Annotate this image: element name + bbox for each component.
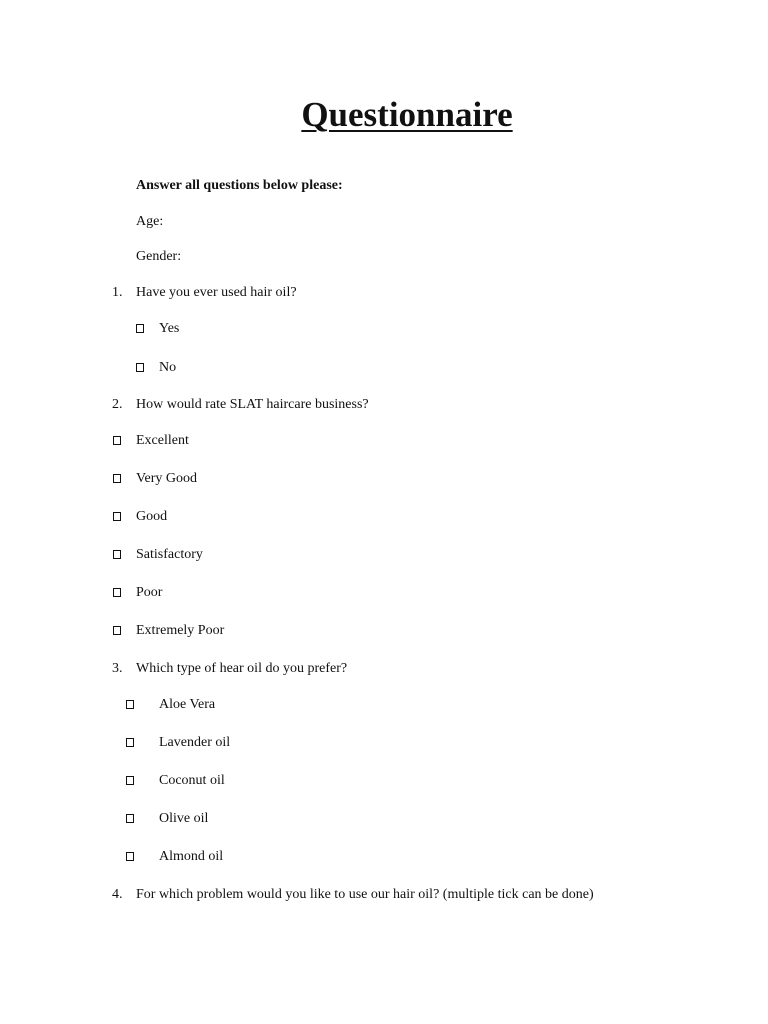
checkbox-q2-excellent[interactable] bbox=[113, 436, 121, 445]
option-label-q1-yes: Yes bbox=[159, 321, 180, 336]
option-label-q2-very-good: Very Good bbox=[136, 471, 198, 486]
option-label-q2-satisfactory: Satisfactory bbox=[136, 547, 203, 562]
question-number-4: 4. bbox=[112, 887, 123, 902]
option-label-q2-extremely-poor: Extremely Poor bbox=[136, 623, 225, 638]
checkbox-q3-almond-oil[interactable] bbox=[126, 852, 134, 861]
option-label-q3-lavender-oil: Lavender oil bbox=[159, 735, 231, 750]
option-label-q3-coconut-oil: Coconut oil bbox=[159, 773, 225, 788]
checkbox-q3-aloe-vera[interactable] bbox=[126, 700, 134, 709]
question-number-3: 3. bbox=[112, 661, 123, 676]
checkbox-q1-no[interactable] bbox=[136, 363, 144, 372]
option-label-q2-excellent: Excellent bbox=[136, 433, 189, 448]
checkbox-q2-satisfactory[interactable] bbox=[113, 550, 121, 559]
question-text-1: Have you ever used hair oil? bbox=[136, 285, 297, 300]
checkbox-q2-good[interactable] bbox=[113, 512, 121, 521]
option-label-q3-aloe-vera: Aloe Vera bbox=[159, 697, 216, 712]
instruction-text: Answer all questions below please: bbox=[136, 178, 343, 193]
question-text-3: Which type of hear oil do you prefer? bbox=[136, 661, 348, 676]
checkbox-q2-extremely-poor[interactable] bbox=[113, 626, 121, 635]
option-label-q3-almond-oil: Almond oil bbox=[159, 849, 224, 864]
option-label-q1-no: No bbox=[159, 360, 177, 375]
page-title: Questionnaire bbox=[301, 95, 513, 134]
question-text-4: For which problem would you like to use our hair oil? (multiple tick can be done) bbox=[136, 887, 594, 902]
question-text-2: How would rate SLAT haircare business? bbox=[136, 397, 369, 412]
gender-field-label: Gender: bbox=[136, 249, 182, 264]
option-label-q2-poor: Poor bbox=[136, 585, 163, 600]
checkbox-q3-lavender-oil[interactable] bbox=[126, 738, 134, 747]
checkbox-q2-very-good[interactable] bbox=[113, 474, 121, 483]
question-number-2: 2. bbox=[112, 397, 123, 412]
option-label-q3-olive-oil: Olive oil bbox=[159, 811, 209, 826]
checkbox-q3-olive-oil[interactable] bbox=[126, 814, 134, 823]
checkbox-q2-poor[interactable] bbox=[113, 588, 121, 597]
checkbox-q1-yes[interactable] bbox=[136, 324, 144, 333]
checkbox-q3-coconut-oil[interactable] bbox=[126, 776, 134, 785]
question-number-1: 1. bbox=[112, 285, 123, 300]
option-label-q2-good: Good bbox=[136, 509, 168, 524]
age-field-label: Age: bbox=[136, 214, 164, 229]
